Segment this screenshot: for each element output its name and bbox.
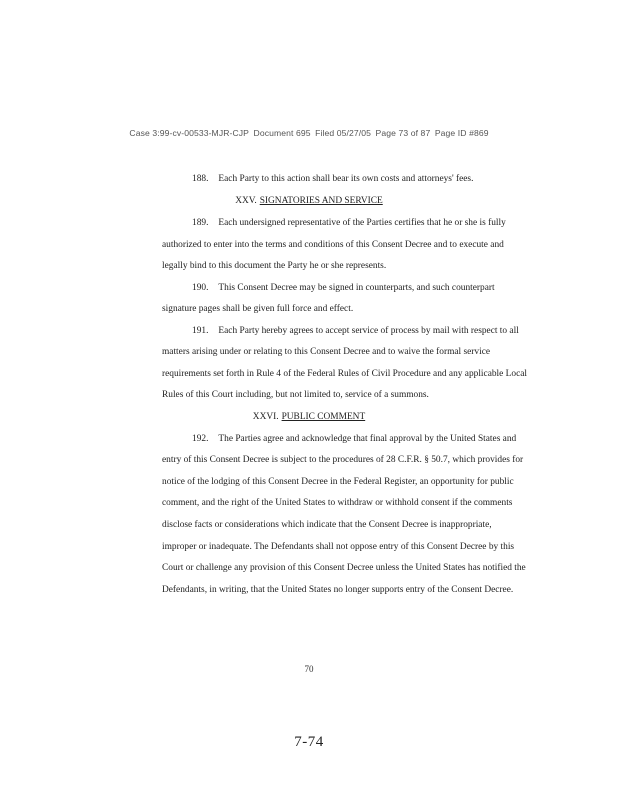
section-title: SIGNATORIES AND SERVICE bbox=[259, 196, 383, 206]
paragraph-number: 191. bbox=[192, 326, 209, 336]
section-heading-xxvi bbox=[0, 411, 618, 423]
paragraph-191 bbox=[192, 325, 519, 337]
paragraph-line: Rules of this Court including, but not limited to, service of a summons. bbox=[162, 390, 429, 400]
paragraph-line: legally bind to this document the Party he or she represents. bbox=[162, 261, 387, 271]
paragraph-189 bbox=[192, 217, 506, 229]
paragraph-line: notice of the lodging of this Consent Decree in the Federal Register, an opportunity for public bbox=[162, 477, 514, 487]
paragraph-line: entry of this Consent Decree is subject to the procedures of 28 C.F.R. § 50.7, which provides for bbox=[162, 455, 524, 465]
page-count: Page 73 of 87 bbox=[375, 128, 431, 138]
paragraph-line: requirements set forth in Rule 4 of the Federal Rules of Civil Procedure and any applicable Local bbox=[162, 369, 527, 379]
paragraph-line: signature pages shall be given full force and effect. bbox=[162, 304, 354, 314]
paragraph-number: 190. bbox=[192, 283, 209, 293]
case-header bbox=[0, 128, 618, 138]
paragraph-188 bbox=[192, 173, 473, 185]
section-number: XXV. bbox=[235, 196, 257, 206]
paragraph-number: 192. bbox=[192, 434, 209, 444]
paragraph-line: Court or challenge any provision of this Consent Decree unless the United States has notified the bbox=[162, 563, 526, 573]
paragraph-line: authorized to enter into the terms and conditions of this Consent Decree and to execute and bbox=[162, 240, 504, 250]
page-number: 70 bbox=[304, 664, 314, 674]
section-title: PUBLIC COMMENT bbox=[281, 412, 366, 422]
paragraph-line: comment, and the right of the United States to withdraw or withhold consent if the comments bbox=[162, 498, 513, 508]
paragraph-line: Defendants, in writing, that the United States no longer supports entry of the Consent Decree. bbox=[162, 585, 514, 595]
paragraph-text: Each undersigned representative of the Parties certifies that he or she is fully bbox=[218, 218, 506, 228]
case-number: Case 3:99-cv-00533-MJR-CJP bbox=[129, 128, 250, 138]
filed-date: Filed 05/27/05 bbox=[315, 128, 371, 138]
section-number: XXVI. bbox=[252, 412, 279, 422]
paragraph-line: improper or inadequate. The Defendants shall not oppose entry of this Consent Decree by this bbox=[162, 542, 515, 552]
paragraph-number: 189. bbox=[192, 218, 209, 228]
paragraph-192 bbox=[192, 433, 516, 445]
paragraph-text: Each Party hereby agrees to accept service of process by mail with respect to all bbox=[218, 326, 519, 336]
document-number: Document 695 bbox=[253, 128, 311, 138]
paragraph-text: Each Party to this action shall bear its own costs and attorneys' fees. bbox=[218, 174, 474, 184]
paragraph-190 bbox=[192, 282, 495, 294]
page-id: Page ID #869 bbox=[434, 128, 489, 138]
paragraph-number: 188. bbox=[192, 174, 209, 184]
paragraph-line: disclose facts or considerations which indicate that the Consent Decree is inappropriate, bbox=[162, 520, 492, 530]
paragraph-line: matters arising under or relating to this Consent Decree and to waive the formal service bbox=[162, 347, 491, 357]
exhibit-number: 7-74 bbox=[294, 734, 324, 750]
paragraph-text: This Consent Decree may be signed in counterparts, and such counterpart bbox=[218, 283, 495, 293]
section-heading-xxv bbox=[0, 195, 618, 207]
paragraph-text: The Parties agree and acknowledge that final approval by the United States and bbox=[218, 434, 517, 444]
